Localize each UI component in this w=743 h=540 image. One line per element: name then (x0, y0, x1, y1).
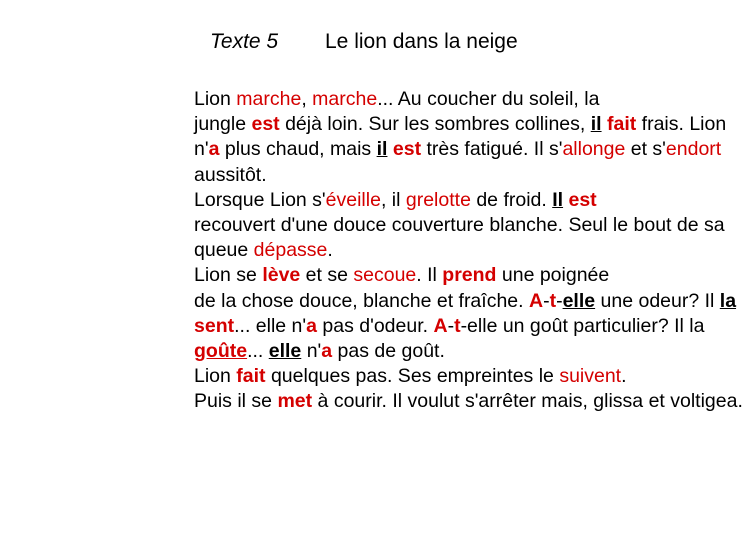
text-line (52, 389, 743, 414)
text-title: Le lion dans la neige (325, 30, 518, 53)
highlighted-word: prend (442, 264, 497, 287)
text-run: pas de goût. (332, 340, 445, 363)
highlighted-word: suivent (559, 365, 622, 388)
text-run: ... (247, 340, 269, 363)
text-line (52, 213, 725, 238)
highlighted-word: est (568, 188, 597, 211)
header (0, 30, 720, 60)
text-run: ... elle n' (234, 314, 307, 337)
text-line (52, 87, 702, 112)
highlighted-word: secoue (353, 264, 417, 287)
text-run: très fatigué. Il s' (421, 138, 563, 161)
text-run: déjà loin. Sur les sombres collines, (279, 113, 591, 136)
text-line (52, 364, 702, 389)
text-line (52, 163, 702, 188)
highlighted-word: elle (268, 340, 302, 363)
highlighted-word: t (549, 289, 557, 312)
text-run: n' (301, 340, 322, 363)
text-run: - (543, 289, 550, 312)
text-run: - (556, 289, 563, 312)
text-run: . (621, 365, 627, 388)
text-run: de froid. (470, 188, 553, 211)
text-run: Lion (194, 365, 237, 388)
highlighted-word: il (376, 138, 388, 161)
text-run: n' (194, 138, 209, 161)
highlighted-word: a (208, 138, 220, 161)
text-run: et se (300, 264, 354, 287)
highlighted-word: il (590, 113, 602, 136)
text-run: frais. Lion (636, 113, 727, 136)
highlighted-word: grelotte (405, 188, 471, 211)
text-run: plus chaud, mais (219, 138, 377, 161)
text-run: Puis il se (194, 390, 278, 413)
highlighted-word: a (306, 314, 317, 337)
text-line (52, 238, 702, 263)
text-line (52, 263, 702, 288)
highlighted-word: endort (665, 138, 722, 161)
story-paragraph (52, 364, 743, 414)
highlighted-word: dépasse (253, 239, 328, 262)
text-run: recouvert d'une douce couverture blanche. Seul le bout de sa (194, 214, 725, 237)
text-run: pas d'odeur. (316, 314, 434, 337)
text-run: jungle (194, 113, 252, 136)
highlighted-word: A (433, 314, 448, 337)
highlighted-word: elle (562, 289, 596, 312)
text-run: -elle un goût particulier? Il la (460, 314, 705, 337)
text-number-label: Texte 5 (210, 30, 279, 53)
text-line (52, 289, 737, 314)
highlighted-word: marche (312, 88, 378, 110)
text-run: une poignée (496, 264, 610, 287)
text-run: de la chose douce, blanche et fraîche. (194, 289, 529, 312)
highlighted-word: est (392, 138, 422, 161)
text-line (52, 188, 702, 213)
highlighted-word: est (251, 113, 280, 136)
highlighted-word: t (454, 314, 461, 337)
text-run: Lion (194, 88, 237, 110)
text-run: , (301, 88, 313, 110)
text-run: et s' (625, 138, 666, 161)
story-body (52, 87, 743, 415)
story-paragraph (52, 188, 725, 264)
text-run: . (327, 239, 333, 262)
text-run: ... Au coucher du soleil, la (377, 88, 600, 110)
text-run: , il (380, 188, 406, 211)
text-run: Lorsque Lion s' (194, 188, 326, 211)
highlighted-word: fait (236, 365, 266, 388)
text-run: . Il (416, 264, 443, 287)
highlighted-word: Il (552, 188, 564, 211)
text-run: queue (194, 239, 254, 262)
highlighted-word: fait (606, 113, 637, 136)
text-run: - (447, 314, 455, 337)
text-run: Lion se (194, 264, 263, 287)
highlighted-word: met (277, 390, 313, 413)
text-run: aussitôt. (194, 163, 267, 186)
story-paragraph (52, 87, 727, 188)
highlighted-word: goûte (194, 340, 248, 363)
text-line (52, 339, 702, 364)
text-line (52, 314, 705, 339)
highlighted-word: éveille (325, 188, 381, 211)
highlighted-word: la (719, 289, 737, 312)
text-run: quelques pas. Ses empreintes le (265, 365, 560, 388)
highlighted-word: marche (236, 88, 302, 110)
text-line (52, 112, 727, 137)
highlighted-word: lève (262, 264, 301, 287)
text-line (52, 137, 722, 162)
story-paragraph (52, 263, 737, 364)
highlighted-word: A (528, 289, 544, 312)
highlighted-word: sent (194, 314, 235, 337)
highlighted-word: a (321, 340, 333, 363)
text-run: à courir. Il voulut s'arrêter mais, glissa et voltigea. (312, 390, 743, 413)
text-run: une odeur? Il (595, 289, 720, 312)
highlighted-word: allonge (562, 138, 626, 161)
